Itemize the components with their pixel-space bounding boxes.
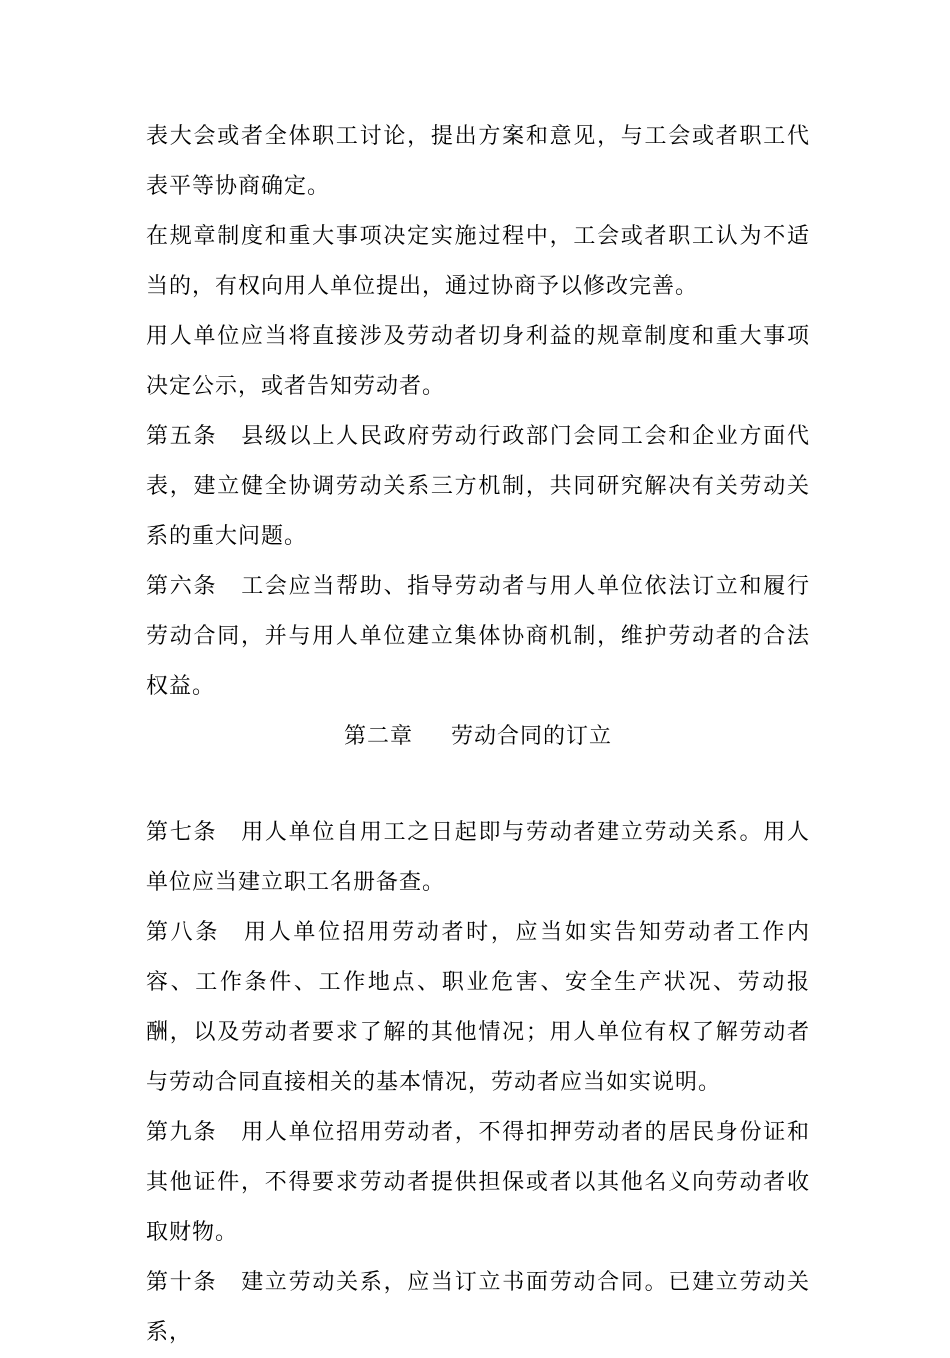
article-text: 用人单位自用工之日起即与劳动者建立劳动关系。用人单位应当建立职工名册备查。	[146, 820, 810, 895]
article-number: 第八条	[146, 920, 221, 945]
article-5	[146, 412, 810, 562]
paragraph-text: 用人单位应当将直接涉及劳动者切身利益的规章制度和重大事项决定公示，或者告知劳动者。	[146, 324, 810, 399]
article-6	[146, 562, 810, 712]
article-text: 工会应当帮助、指导劳动者与用人单位依法订立和履行劳动合同，并与用人单位建立集体协商机制，维护劳动者的合法权益。	[146, 574, 810, 699]
chapter-heading	[146, 712, 810, 762]
paragraph-text: 表大会或者全体职工讨论，提出方案和意见，与工会或者职工代表平等协商确定。	[146, 124, 810, 199]
article-number: 第九条	[146, 1120, 218, 1145]
article-number: 第五条	[146, 424, 218, 449]
article-text: 县级以上人民政府劳动行政部门会同工会和企业方面代表，建立健全协调劳动关系三方机制，共同研究解决有关劳动关系的重大问题。	[146, 424, 810, 549]
article-text: 建立劳动关系，应当订立书面劳动合同。已建立劳动关系，	[146, 1270, 810, 1345]
article-9	[146, 1108, 810, 1258]
article-7	[146, 808, 810, 908]
paragraph	[146, 212, 810, 312]
article-number: 第十条	[146, 1270, 218, 1295]
article-text: 用人单位招用劳动者，不得扣押劳动者的居民身份证和其他证件，不得要求劳动者提供担保或者以其他名义向劳动者收取财物。	[146, 1120, 810, 1245]
paragraph	[146, 112, 810, 212]
paragraph	[146, 312, 810, 412]
article-number: 第六条	[146, 574, 218, 599]
article-10	[146, 1258, 810, 1358]
chapter-number: 第二章	[343, 724, 413, 749]
document-body	[146, 112, 810, 1358]
article-number: 第七条	[146, 820, 218, 845]
article-8	[146, 908, 810, 1108]
chapter-title: 劳动合同的订立	[451, 724, 613, 749]
paragraph-text: 在规章制度和重大事项决定实施过程中，工会或者职工认为不适当的，有权向用人单位提出，通过协商予以修改完善。	[146, 224, 810, 299]
article-text: 用人单位招用劳动者时，应当如实告知劳动者工作内容、工作条件、工作地点、职业危害、安全生产状况、劳动报酬，以及劳动者要求了解的其他情况；用人单位有权了解劳动者与劳动合同直接相关的基本情况，劳动者应当如实说明。	[146, 920, 810, 1095]
